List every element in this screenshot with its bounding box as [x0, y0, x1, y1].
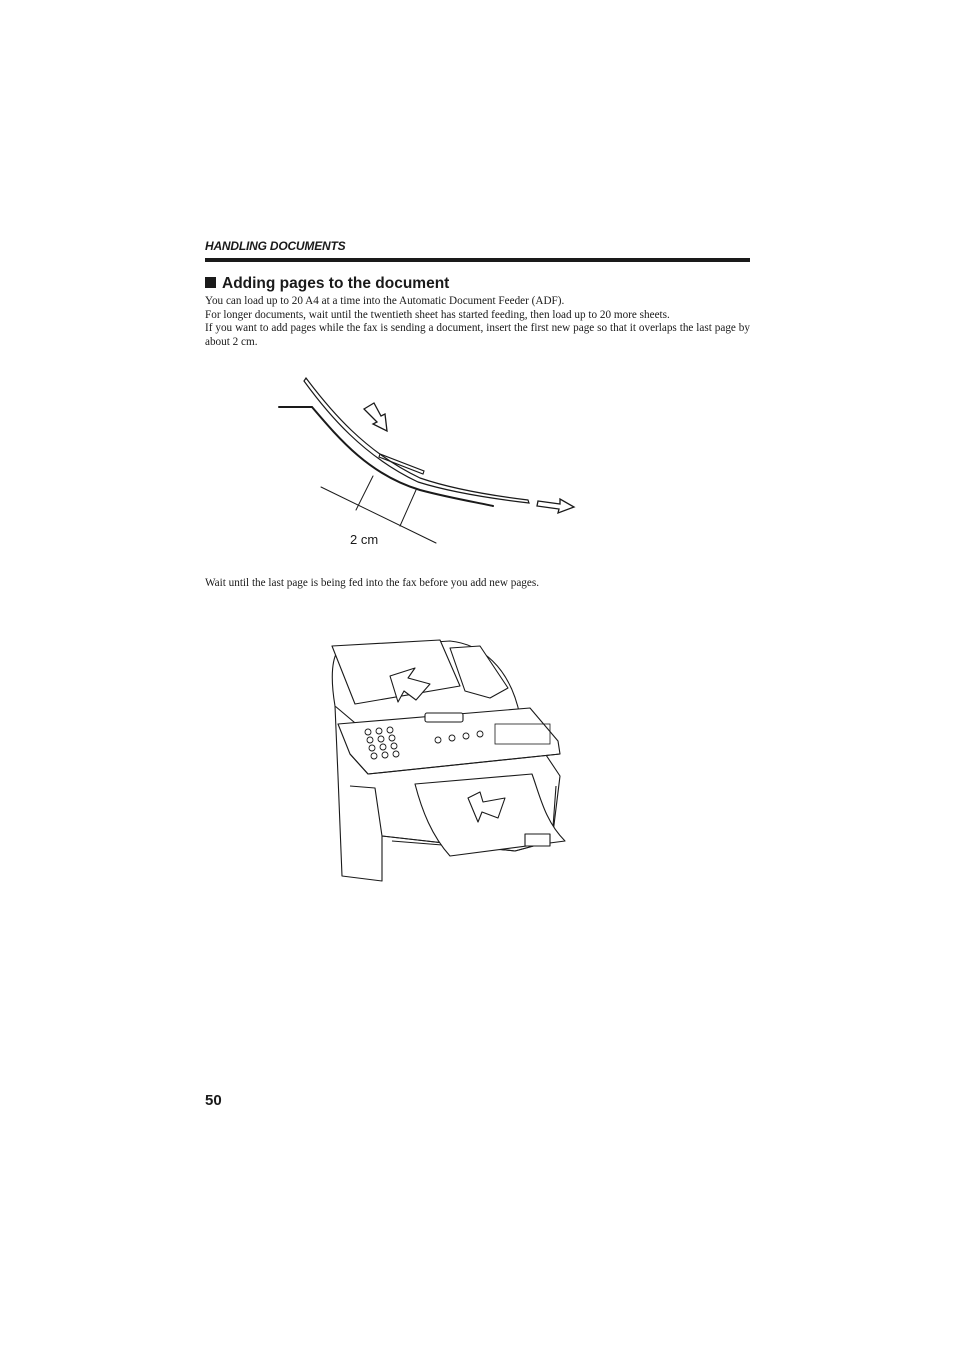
keypad-button [389, 735, 395, 741]
keypad-button [376, 728, 382, 734]
keypad-button [387, 727, 393, 733]
dimension-tick-left [356, 476, 373, 510]
keypad-button [382, 752, 388, 758]
dimension-tick-right [400, 490, 416, 526]
header-rule [205, 258, 750, 262]
section-title [205, 275, 449, 293]
paragraph-adf-capacity: You can load up to 20 A4 at a time into the Automatic Document Feeder (ADF). [205, 295, 565, 307]
keypad-button [371, 753, 377, 759]
running-header: HANDLING DOCUMENTS [205, 239, 346, 253]
keypad-button [365, 729, 371, 735]
keypad-button [380, 744, 386, 750]
keypad-button [391, 743, 397, 749]
function-button [449, 735, 455, 741]
function-button [477, 731, 483, 737]
paragraph-overlap: If you want to add pages while the fax is sending a document, insert the first new page so that it overlaps the last page by about 2 cm. [205, 322, 750, 348]
keypad-button [367, 737, 373, 743]
function-button [463, 733, 469, 739]
overlap-measure-label: 2 cm [350, 532, 379, 547]
speaker-grille [525, 834, 550, 846]
feed-direction-arrow-icon [364, 403, 387, 431]
dimension-line [321, 487, 436, 543]
fax-machine-illustration [320, 636, 570, 884]
square-bullet-icon [205, 277, 216, 288]
keypad-button [393, 751, 399, 757]
last-page-sheet [304, 378, 529, 503]
body-text [205, 295, 750, 349]
section-title-text: Adding pages to the document [222, 275, 450, 292]
function-button [435, 737, 441, 743]
paragraph-longer-documents: For longer documents, wait until the twentieth sheet has started feeding, then load up to 20 more sheets. [205, 308, 670, 321]
overlap-diagram [270, 370, 590, 555]
exit-direction-arrow-icon [537, 499, 574, 513]
wait-instruction: Wait until the last page is being fed into the fax before you add new pages. [205, 577, 540, 589]
keypad-button [378, 736, 384, 742]
keypad-button [369, 745, 375, 751]
display-window [425, 713, 463, 722]
page-number: 50 [205, 1092, 222, 1109]
